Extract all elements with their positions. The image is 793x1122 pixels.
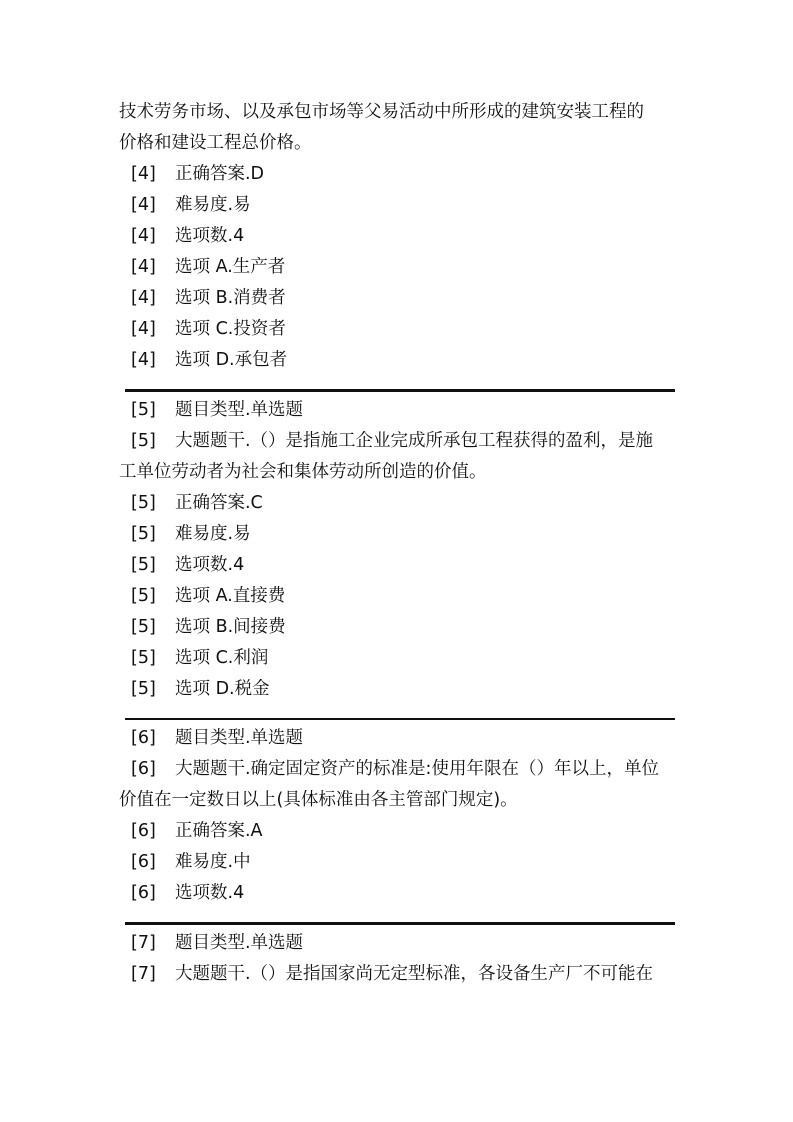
q4-option-d-text: 选项 D.承包者: [175, 350, 288, 370]
q6-difficulty: [119, 847, 675, 878]
q7-stem: [119, 959, 675, 990]
q7-tag: [7]: [131, 933, 156, 953]
q4-option-count-text: 选项数.4: [175, 226, 245, 246]
q5-stem: [119, 426, 675, 457]
q4-option-a: [119, 252, 675, 283]
q4-option-b-text: 选项 B.消费者: [175, 288, 286, 308]
q5-option-a: [119, 581, 675, 612]
q5-stem-text: 大题题干.（）是指施工企业完成所承包工程获得的盈利，是施: [175, 431, 654, 451]
q4-option-count: [119, 221, 675, 252]
q5-option-c: [119, 643, 675, 674]
q6-tag: [6]: [131, 759, 156, 779]
document-content: [119, 97, 675, 990]
section-divider: [125, 389, 675, 392]
spacer: [119, 705, 675, 718]
q5-option-a-text: 选项 A.直接费: [175, 586, 286, 606]
q5-option-d-text: 选项 D.税金: [175, 679, 270, 699]
q5-tag: [5]: [131, 648, 156, 668]
spacer: [119, 909, 675, 922]
q4-tag: [4]: [131, 226, 156, 246]
q6-answer-text: 正确答案.A: [175, 821, 263, 841]
q5-difficulty: [119, 519, 675, 550]
q6-difficulty-text: 难易度.中: [175, 852, 251, 872]
q5-option-b: [119, 612, 675, 643]
q5-option-c-text: 选项 C.利润: [175, 648, 269, 668]
q7-tag: [7]: [131, 964, 156, 984]
q7-type: [119, 928, 675, 959]
q6-stem-continuation: 价值在一定数日以上(具体标准由各主管部门规定)。: [119, 790, 518, 810]
q4-difficulty: [119, 190, 675, 221]
q6-option-count: [119, 878, 675, 909]
q5-answer-text: 正确答案.C: [175, 493, 263, 513]
q4-tag: [4]: [131, 288, 156, 308]
q5-tag: [5]: [131, 586, 156, 606]
q5-type: [119, 395, 675, 426]
q4-option-d: [119, 345, 675, 376]
q4-answer-text: 正确答案.D: [175, 164, 265, 184]
stem-continuation-line: 价格和建设工程总价格。: [119, 133, 312, 153]
q6-answer: [119, 816, 675, 847]
q7-stem-text: 大题题干.（）是指国家尚无定型标准，各设备生产厂不可能在: [175, 964, 654, 984]
q6-type: [119, 723, 675, 754]
q5-option-count: [119, 550, 675, 581]
q6-option-count-text: 选项数.4: [175, 883, 245, 903]
q5-option-d: [119, 674, 675, 705]
stem-continuation-line: 技术劳务市场、以及承包市场等父易活动中所形成的建筑安装工程的: [119, 102, 644, 122]
q4-difficulty-text: 难易度.易: [175, 195, 251, 215]
q5-difficulty-text: 难易度.易: [175, 524, 251, 544]
q4-answer: [119, 159, 675, 190]
q5-stem-continuation: 工单位劳动者为社会和集体劳动所创造的价值。: [119, 462, 487, 482]
q6-tag: [6]: [131, 883, 156, 903]
q4-tag: [4]: [131, 257, 156, 277]
q4-option-b: [119, 283, 675, 314]
q5-tag: [5]: [131, 617, 156, 637]
q6-tag: [6]: [131, 728, 156, 748]
q4-option-c-text: 选项 C.投资者: [175, 319, 286, 339]
section-divider: [125, 922, 675, 925]
q4-tag: [4]: [131, 195, 156, 215]
q4-option-a-text: 选项 A.生产者: [175, 257, 286, 277]
section-divider: [125, 718, 675, 720]
q5-tag: [5]: [131, 679, 156, 699]
q6-stem-text: 大题题干.确定固定资产的标准是:使用年限在（）年以上，单位: [175, 759, 659, 779]
q7-type-text: 题目类型.单选题: [175, 933, 304, 953]
q5-type-text: 题目类型.单选题: [175, 400, 304, 420]
q5-tag: [5]: [131, 524, 156, 544]
q5-tag: [5]: [131, 400, 156, 420]
q5-answer: [119, 488, 675, 519]
q4-tag: [4]: [131, 319, 156, 339]
q6-tag: [6]: [131, 821, 156, 841]
q5-tag: [5]: [131, 493, 156, 513]
q6-type-text: 题目类型.单选题: [175, 728, 304, 748]
q6-stem: [119, 754, 675, 785]
q4-tag: [4]: [131, 164, 156, 184]
q4-option-c: [119, 314, 675, 345]
q4-tag: [4]: [131, 350, 156, 370]
q5-option-count-text: 选项数.4: [175, 555, 245, 575]
q5-tag: [5]: [131, 555, 156, 575]
q5-tag: [5]: [131, 431, 156, 451]
spacer: [119, 376, 675, 389]
q5-option-b-text: 选项 B.间接费: [175, 617, 286, 637]
q6-tag: [6]: [131, 852, 156, 872]
